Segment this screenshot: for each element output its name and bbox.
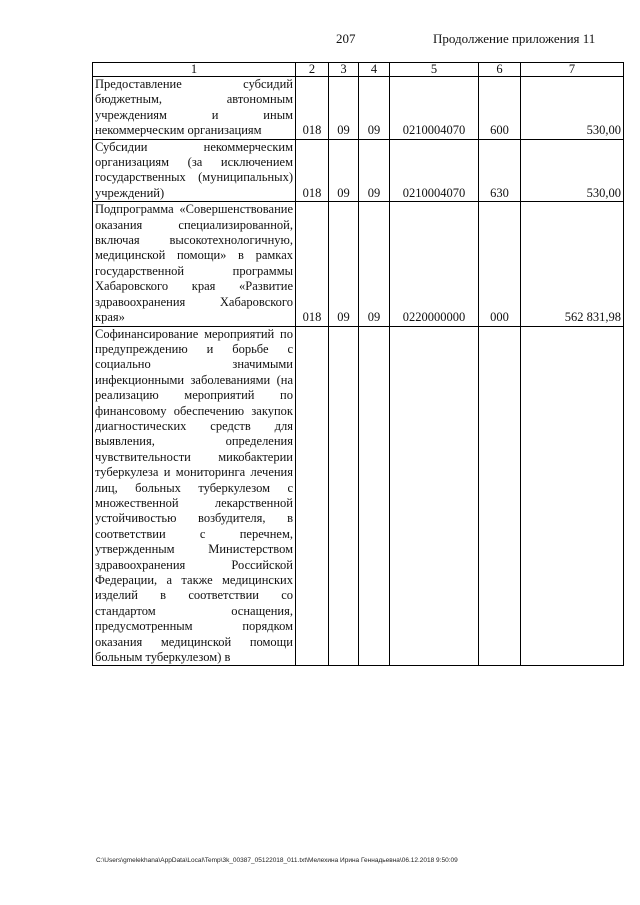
table-row (93, 77, 624, 140)
expense-type-code: 600 (479, 77, 521, 140)
target-code: 0210004070 (390, 77, 479, 140)
admin-code: 018 (296, 139, 329, 202)
column-number: 7 (521, 63, 624, 77)
continuation-note: Продолжение приложения 11 (433, 31, 596, 46)
admin-code: 018 (296, 77, 329, 140)
subsection-code: 09 (359, 77, 390, 140)
target-code: 0220000000 (390, 202, 479, 326)
footer-path: C:\Users\gmelekhana\AppData\Local\Temp\3k_00387_05122018_011.txt\Мелехина Ирина Геннадьевна\06.12.2018 9:50:09 (96, 857, 458, 864)
row-name (93, 202, 296, 326)
row-name-text: Софинансирование мероприятий по предупреждению и борьбе с социально значимыми инфекционными заболеваниями (на реализацию мероприятий по финансовому обеспечению закупок диагностических средств для выявления, определения чувствительности микобактерии туберкулеза и мониторинга лечения лиц, больных туберкулезом с множественной лекарственной устойчивостью возбудителя, в соответствии с перечнем, утвержденным Министерством здравоохранения Российской Федерации, а также медицинских изделий в соответствии со стандартом оснащения, предусмотренным порядком оказания медицинской помощи больным туберкулезом) в (95, 326, 293, 665)
section-code (329, 326, 359, 666)
section-code: 09 (329, 77, 359, 140)
amount: 530,00 (521, 77, 624, 140)
admin-code: 018 (296, 202, 329, 326)
target-code: 0210004070 (390, 139, 479, 202)
expense-type-code: 000 (479, 202, 521, 326)
column-number: 5 (390, 63, 479, 77)
row-name (93, 139, 296, 202)
row-name (93, 326, 296, 666)
row-name (93, 77, 296, 140)
expense-type-code (479, 326, 521, 666)
row-name-text: Предоставление субсидий бюджетным, автономным учреждениям и иным некоммерческим организациям (95, 77, 293, 138)
admin-code (296, 326, 329, 666)
amount: 562 831,98 (521, 202, 624, 326)
amount (521, 326, 624, 666)
table-row (93, 326, 624, 666)
section-code: 09 (329, 139, 359, 202)
amount: 530,00 (521, 139, 624, 202)
column-number: 2 (296, 63, 329, 77)
target-code (390, 326, 479, 666)
row-name-text: Подпрограмма «Совершенствование оказания специализированной, включая высокотехнологичную, медицинской помощи» в рамках государственной программы Хабаровского края «Развитие здравоохранения Хабаровского края» (95, 202, 293, 325)
column-number: 6 (479, 63, 521, 77)
column-number: 1 (93, 63, 296, 77)
column-number: 4 (359, 63, 390, 77)
subsection-code: 09 (359, 139, 390, 202)
table-row (93, 202, 624, 326)
budget-table (92, 62, 624, 666)
column-number-row (93, 63, 624, 77)
subsection-code (359, 326, 390, 666)
subsection-code: 09 (359, 202, 390, 326)
table-row (93, 139, 624, 202)
column-number: 3 (329, 63, 359, 77)
row-name-text: Субсидии некоммерческим организациям (за исключением государственных (муниципальных) учреждений) (95, 139, 293, 200)
expense-type-code: 630 (479, 139, 521, 202)
section-code: 09 (329, 202, 359, 326)
page-number: 207 (336, 31, 356, 46)
